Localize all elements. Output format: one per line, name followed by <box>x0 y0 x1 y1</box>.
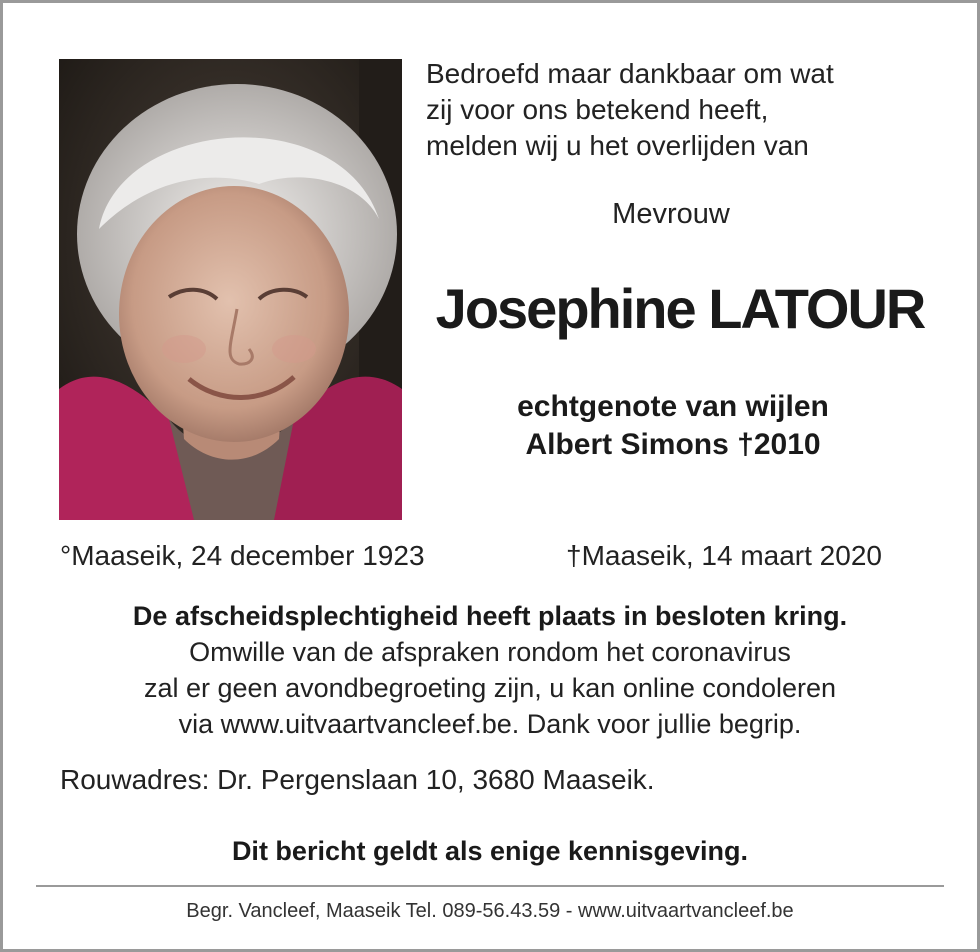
intro-line: melden wij u het overlijden van <box>426 130 809 161</box>
ceremony-headline: De afscheidsplechtigheid heeft plaats in besloten kring. <box>132 601 848 631</box>
ceremony-text <box>30 598 950 742</box>
spouse-line: echtgenote van wijlen <box>517 390 829 423</box>
ceremony-line: Omwille van de afspraken rondom het coronavirus <box>189 637 791 667</box>
intro-line: zij voor ons betekend heeft, <box>426 94 769 125</box>
intro-line: Bedroefd maar dankbaar om wat <box>426 58 834 89</box>
notice-text: Dit bericht geldt als enige kennisgeving. <box>231 836 749 866</box>
birth-date: °Maaseik, 24 december 1923 <box>60 540 425 571</box>
portrait-photo <box>59 59 402 520</box>
death-date: †Maaseik, 14 maart 2020 <box>566 540 882 571</box>
deceased-name: Josephine LATOUR <box>435 277 925 340</box>
ceremony-line: zal er geen avondbegroeting zijn, u kan online condoleren <box>144 673 836 703</box>
spouse-line: Albert Simons †2010 <box>525 428 821 461</box>
intro-text <box>426 56 946 164</box>
spouse-info <box>426 388 920 464</box>
ceremony-line: via www.uitvaartvancleef.be. Dank voor jullie begrip. <box>178 709 802 739</box>
honorific: Mevrouw <box>612 198 730 230</box>
footer-divider <box>36 885 944 887</box>
mourning-address: Rouwadres: Dr. Pergenslaan 10, 3680 Maaseik. <box>60 764 655 795</box>
funeral-home-footer: Begr. Vancleef, Maaseik Tel. 089-56.43.59 - www.uitvaartvancleef.be <box>186 900 794 922</box>
